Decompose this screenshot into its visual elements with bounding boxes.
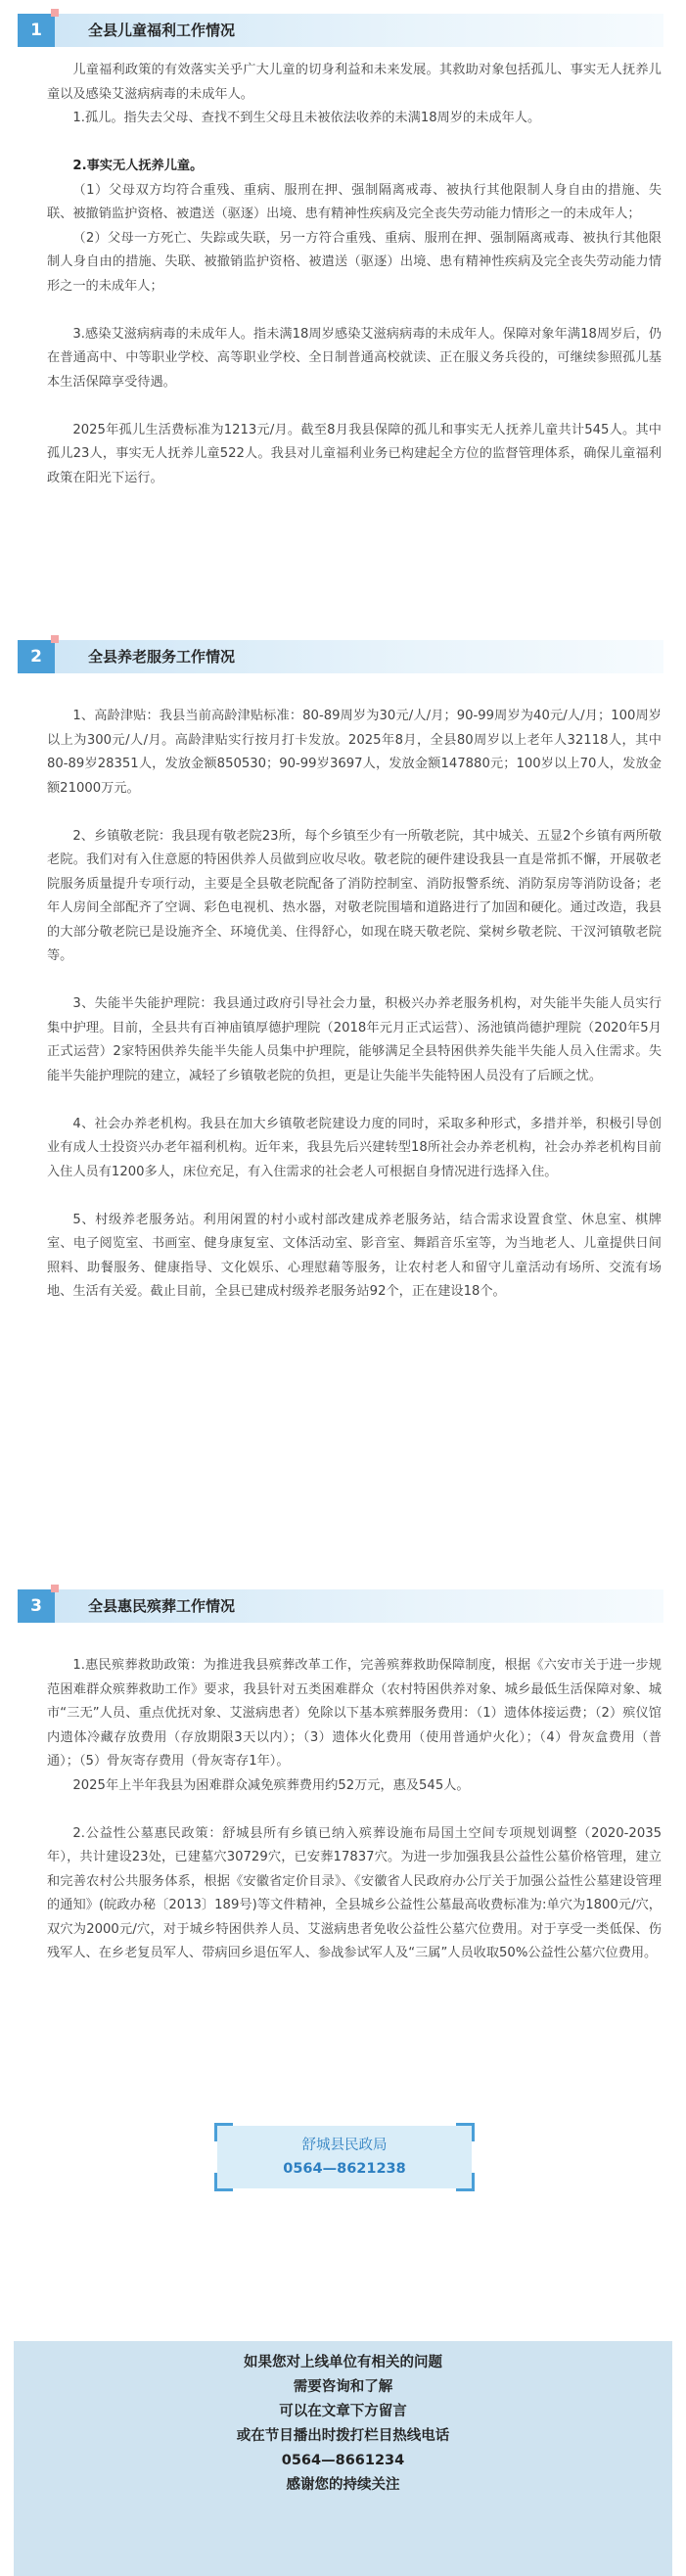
section-number: 2: [18, 640, 55, 673]
section-header-3: [18, 1589, 663, 1623]
corner-decoration: [51, 635, 59, 643]
section-title: 全县养老服务工作情况: [88, 648, 236, 666]
footer-line: 感谢您的持续关注: [286, 2477, 400, 2493]
paragraph: 儿童福利政策的有效落实关乎广大儿童的切身利益和未来发展。其救助对象包括孤儿、事实无人抚养儿童以及感染艾滋病病毒的未成年人。: [47, 63, 662, 102]
section-body-2: [47, 705, 662, 1305]
paragraph: 1.惠民殡葬救助政策：为推进我县殡葬改革工作，完善殡葬救助保障制度，根据《六安市关于进一步规范困难群众殡葬救助工作》要求，我县针对五类困难群众（农村特困供养对象、城乡最低生活保障对象、城市“三无”人员、重点优抚对象、艾滋病患者）免除以下基本殡葬服务费用：（1）遗体体接运费；（2）殡仪馆内遗体冷藏存放费用（存放期限3天以内）；（3）遗体火化费用（使用普通炉火化）；（4）骨灰盒费用（普通）；（5）骨灰寄存费用（骨灰寄存1年）。: [47, 1658, 662, 1769]
section-title: 全县儿童福利工作情况: [88, 22, 236, 39]
section-number: 1: [18, 14, 55, 47]
paragraph: 3、失能半失能护理院：我县通过政府引导社会力量，积极兴办养老服务机构，对失能半失能人员实行集中护理。目前，全县共有百神庙镇厚德护理院（2018年元月正式运营）、汤池镇尚德护理院（2020年5月正式运营）2家特困供养失能半失能人员集中护理院，能够满足全县特困供养失能半失能人员入住需求。失能半失能护理院的建立，减轻了乡镇敬老院的负担，更是让失能半失能特困人员没有了后顾之忧。: [47, 996, 662, 1083]
corner-bracket: [456, 2173, 475, 2191]
section-header-1: [18, 14, 663, 47]
corner-decoration: [51, 1585, 59, 1592]
corner-bracket: [214, 2173, 233, 2191]
footer-hotline: 0564—8661234: [281, 2453, 405, 2468]
paragraph: 2、乡镇敬老院：我县现有敬老院23所，每个乡镇至少有一所敬老院，其中城关、五显2个乡镇有两所敬老院。我们对有入住意愿的特困供养人员做到应收尽收。敬老院的硬件建设我县一直是常抓不懈，开展敬老院服务质量提升专项行动，主要是全县敬老院配备了消防控制室、消防报警系统、消防泵房等消防设备；老年人房间全部配齐了空调、彩色电视机、热水器，对敬老院围墙和道路进行了加固和硬化。通过改造，我县的大部分敬老院已是设施齐全、环境优美、住得舒心，如现在晓天敬老院、棠树乡敬老院、干汊河镇敬老院等。: [47, 828, 662, 963]
paragraph: 2.公益性公墓惠民政策：舒城县所有乡镇已纳入殡葬设施布局国土空间专项规划调整（2020-2035年），共计建设23处，已建墓穴30729穴，已安葬17837穴。为进一步加强我县公益性公墓价格管理，建立和完善农村公共服务体系，根据《安徽省定价目录》、《安徽省人民政府办公厅关于加强公益性公墓建设管理的通知》(皖政办秘〔2013〕189号)等文件精神，全县城乡公益性公墓最高收费标准为:单穴为1800元/穴，双穴为2000元/穴，对于城乡特困供养人员、艾滋病患者免收公益性公墓穴位费用。对于享受一类低保、伤残军人、在乡老复员军人、带病回乡退伍军人、参战参试军人及“三属”人员收取50%公益性公墓穴位费用。: [47, 1825, 662, 1960]
signature-phone: 0564—8621238: [283, 2161, 406, 2177]
corner-decoration: [51, 9, 59, 17]
paragraph: 2.事实无人抚养儿童。: [72, 159, 204, 173]
paragraph: 2025年上半年我县为困难群众减免殡葬费用约52万元，惠及545人。: [72, 1777, 470, 1793]
paragraph: （2）父母一方死亡、失踪或失联，另一方符合重残、重病、服刑在押、强制隔离戒毒、被执行其他限制人身自由的措施、失联、被撤销监护资格、被遣送（驱逐）出境、患有精神性疾病及完全丧失劳动能力情形之一的未成年人；: [47, 230, 662, 294]
paragraph: 3.感染艾滋病病毒的未成年人。指未满18周岁感染艾滋病病毒的未成年人。保障对象年满18周岁后，仍在普通高中、中等职业学校、高等职业学校、全日制普通高校就读、正在服义务兵役的，可继续参照孤儿基本生活保障享受待遇。: [47, 326, 662, 390]
paragraph: 4、社会办养老机构。我县在加大乡镇敬老院建设力度的同时，采取多种形式，多措并举，积极引导创业有成人士投资兴办老年福利机构。近年来，我县先后兴建转型18所社会办养老机构，社会办养老机构目前入住人员有1200多人，床位充足，有入住需求的社会老人可根据自身情况进行选择入住。: [47, 1116, 662, 1179]
section-number: 3: [18, 1589, 55, 1623]
signature-box: [217, 2126, 472, 2188]
section-body-1: [47, 59, 662, 490]
corner-bracket: [214, 2123, 233, 2141]
signature-org: 舒城县民政局: [301, 2138, 388, 2153]
footer-line: 可以在文章下方留言: [279, 2404, 407, 2419]
footer-line: 需要咨询和了解: [293, 2379, 393, 2395]
section-body-3: [47, 1654, 662, 1966]
footer-line: 或在节目播出时拨打栏目热线电话: [236, 2428, 450, 2444]
paragraph: 2025年孤儿生活费标准为1213元/月。截至8月我县保障的孤儿和事实无人抚养儿童共计545人。其中孤儿23人，事实无人抚养儿童522人。我县对儿童福利业务已构建起全方位的监督管理体系，确保儿童福利政策在阳光下运行。: [47, 422, 662, 485]
paragraph: 5、村级养老服务站。利用闲置的村小或村部改建成养老服务站，结合需求设置食堂、休息室、棋牌室、电子阅览室、书画室、健身康复室、文体活动室、影音室、舞蹈音乐室等，为当地老人、儿童提供日间照料、助餐服务、健康指导、文化娱乐、心理慰藉等服务，让农村老人和留守儿童活动有场所、交流有场地、生活有关爱。截止目前，全县已建成村级养老服务站92个，正在建设18个。: [47, 1212, 662, 1299]
corner-bracket: [456, 2123, 475, 2141]
footer-line: 如果您对上线单位有相关的问题: [244, 2355, 442, 2370]
paragraph: （1）父母双方均符合重残、重病、服刑在押、强制隔离戒毒、被执行其他限制人身自由的措施、失联、被撤销监护资格、被遣送（驱逐）出境、患有精神性疾病及完全丧失劳动能力情形之一的未成年人；: [47, 182, 662, 221]
section-title: 全县惠民殡葬工作情况: [88, 1597, 236, 1615]
paragraph: 1、高龄津贴：我县当前高龄津贴标准：80-89周岁为30元/人/月；90-99周岁为40元/人/月；100周岁以上为300元/人/月。高龄津贴实行按月打卡发放。2025年8月，全县80周岁以上老年人32118人，其中80-89岁28351人，发放金额850530；90-99岁3697人，发放金额147880元；100岁以上70人，发放金额21000万元。: [47, 709, 662, 796]
footer-banner: [14, 2341, 672, 2576]
paragraph: 1.孤儿。指失去父母、查找不到生父母且未被依法收养的未满18周岁的未成年人。: [72, 111, 541, 125]
section-header-2: [18, 640, 663, 673]
